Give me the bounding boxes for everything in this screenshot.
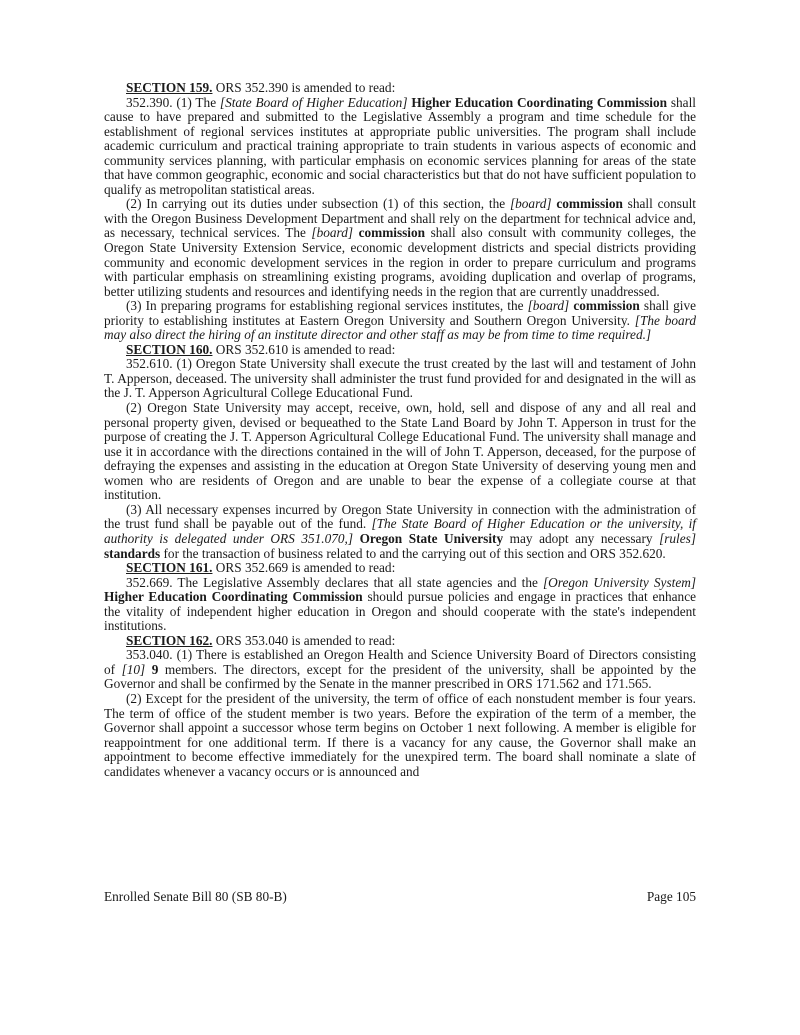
text-run: shall cause to have prepared and submitted to the Legislative Assembly a program and time schedule for the establishment of regional services institutes at appropriate public universities. The program shall include academic curriculum and practical training appropriate to train students in various aspects of economic and community services planning, with particular emphasis on economic services planning for areas of the state that have common geographic, economic and social characteristics but that do not have sufficient population to qualify as metropolitan statistical areas. [104, 94, 696, 197]
text-run: [The board may also direct the hiring of an institute director and other staff as may be from time to time required.] [104, 312, 696, 343]
text-run: 352.610. (1) Oregon State University shall execute the trust created by the last will and testament of John T. Apperson, deceased. The university shall administer the trust fund provided for and designated in the will as the J. T. Apperson Agricultural College Educational Fund. [104, 356, 696, 401]
footer-page-number: Page 105 [646, 889, 696, 904]
paragraph [104, 401, 696, 503]
paragraph [104, 197, 696, 299]
paragraph [104, 343, 696, 358]
paragraph [104, 576, 696, 634]
paragraph [104, 634, 696, 649]
text-run: [The State Board of Higher Education or the university, if authority is delegated under ORS 351.070,] [104, 516, 696, 546]
paragraph [104, 692, 696, 779]
paragraph [104, 648, 696, 692]
text-run: commission [573, 298, 640, 314]
paragraph [104, 81, 696, 96]
text-run: [board] [509, 196, 552, 212]
text-run: ORS 352.669 is amended to read: [212, 560, 396, 576]
paragraph [104, 96, 696, 198]
text-run: 352.390. (1) The [126, 94, 220, 110]
text-run: (2) In carrying out its duties under subsection (1) of this section, the [126, 196, 510, 212]
text-run: SECTION 159. [126, 80, 213, 95]
paragraph [104, 561, 696, 576]
text-run: (3) All necessary expenses incurred by Oregon State University in connection with the administration of the trust fund shall be payable out of the fund. [104, 501, 696, 532]
document-body [104, 81, 696, 779]
text-run: ORS 352.390 is amended to read: [212, 80, 396, 95]
text-run: shall consult with the Oregon Business Development Department and shall rely on the department for technical advice and, as necessary, technical services. The [104, 196, 696, 241]
text-run: ORS 353.040 is amended to read: [212, 632, 396, 648]
text-run: (2) Except for the president of the university, the term of office of each nonstudent member is four years. The term of office of the student member is two years. Before the expiration of the term of a member, the Governor shall appoint a successor whose term begins on October 1 next following. A member is eligible for reappointment for one additional term. If there is a vacancy for any cause, the Governor shall make an appointment to become effective immediately for the unexpired term. The board shall nominate a slate of candidates whenever a vacancy occurs or is announced and [104, 690, 696, 779]
text-run: 353.040. (1) There is established an Oregon Health and Science University Board of Directors consisting of [104, 647, 696, 677]
text-run: Higher Education Coordinating Commission [104, 589, 363, 605]
text-run: ORS 352.610 is amended to read: [212, 341, 396, 357]
text-run: 9 [151, 661, 159, 677]
text-run: should pursue policies and engage in practices that enhance the vitality of independent higher education in Oregon and should cooperate with the state's independent institutions. [104, 589, 697, 634]
text-run: SECTION 161. [126, 560, 213, 576]
text-run: shall give priority to establishing institutes at Eastern Oregon University and Southern Oregon University. [104, 298, 697, 328]
text-run: Higher Education Coordinating Commission [411, 94, 668, 110]
paragraph [104, 503, 696, 561]
text-run: [board] [527, 298, 570, 314]
text-run: commission [556, 196, 623, 212]
text-run: (2) Oregon State University may accept, receive, own, hold, sell and dispose of any and all real and personal property given, devised or bequeathed to the State Land Board by John T. Apperson in trust for the purpose of creating the J. T. Apperson Agricultural College Educational Fund. The university shall manage and use it in accordance with the directions contained in the will of John T. Apperson, deceased, for the purpose of defraying the expenses and assisting in the education at Oregon State University of deserving young men and women who are residents of Oregon and are unable to bear the expense of a collegiate course at that institution. [104, 400, 696, 503]
text-run: standards [104, 545, 161, 561]
text-run: [board] [311, 225, 354, 241]
text-run: shall also consult with community colleges, the Oregon State University Extension Service, economic development districts and special districts providing community and economic development services in the region in order to prepare curriculum and programs with particular emphasis on streamlining existing programs, avoiding duplication and overlap of programs, better utilizing students and resources and identifying needs in the region that are currently unaddressed. [104, 225, 696, 299]
text-run: for the transaction of business related to and the carrying out of this section and ORS 352.620. [160, 545, 666, 561]
paragraph [104, 357, 696, 401]
page-footer [104, 890, 696, 905]
paragraph [104, 299, 696, 343]
text-run: 352.669. The Legislative Assembly declares that all state agencies and the [126, 574, 543, 590]
footer-bill-title: Enrolled Senate Bill 80 (SB 80-B) [104, 889, 287, 904]
text-run: [Oregon University System] [543, 574, 696, 590]
text-run: [10] [121, 661, 146, 677]
text-run: members. The directors, except for the president of the university, shall be appointed by the Governor and shall be confirmed by the Senate in the manner prescribed in ORS 171.562 and 171.565. [104, 661, 696, 692]
text-run: commission [358, 225, 426, 241]
text-run: may adopt any necessary [503, 530, 660, 546]
text-run: Oregon State University [359, 530, 504, 546]
text-run: SECTION 162. [126, 632, 213, 648]
text-run: [State Board of Higher Education] [219, 94, 408, 110]
text-run: SECTION 160. [126, 341, 213, 357]
text-run: [rules] [659, 530, 697, 546]
text-run: (3) In preparing programs for establishing regional services institutes, the [126, 298, 528, 314]
